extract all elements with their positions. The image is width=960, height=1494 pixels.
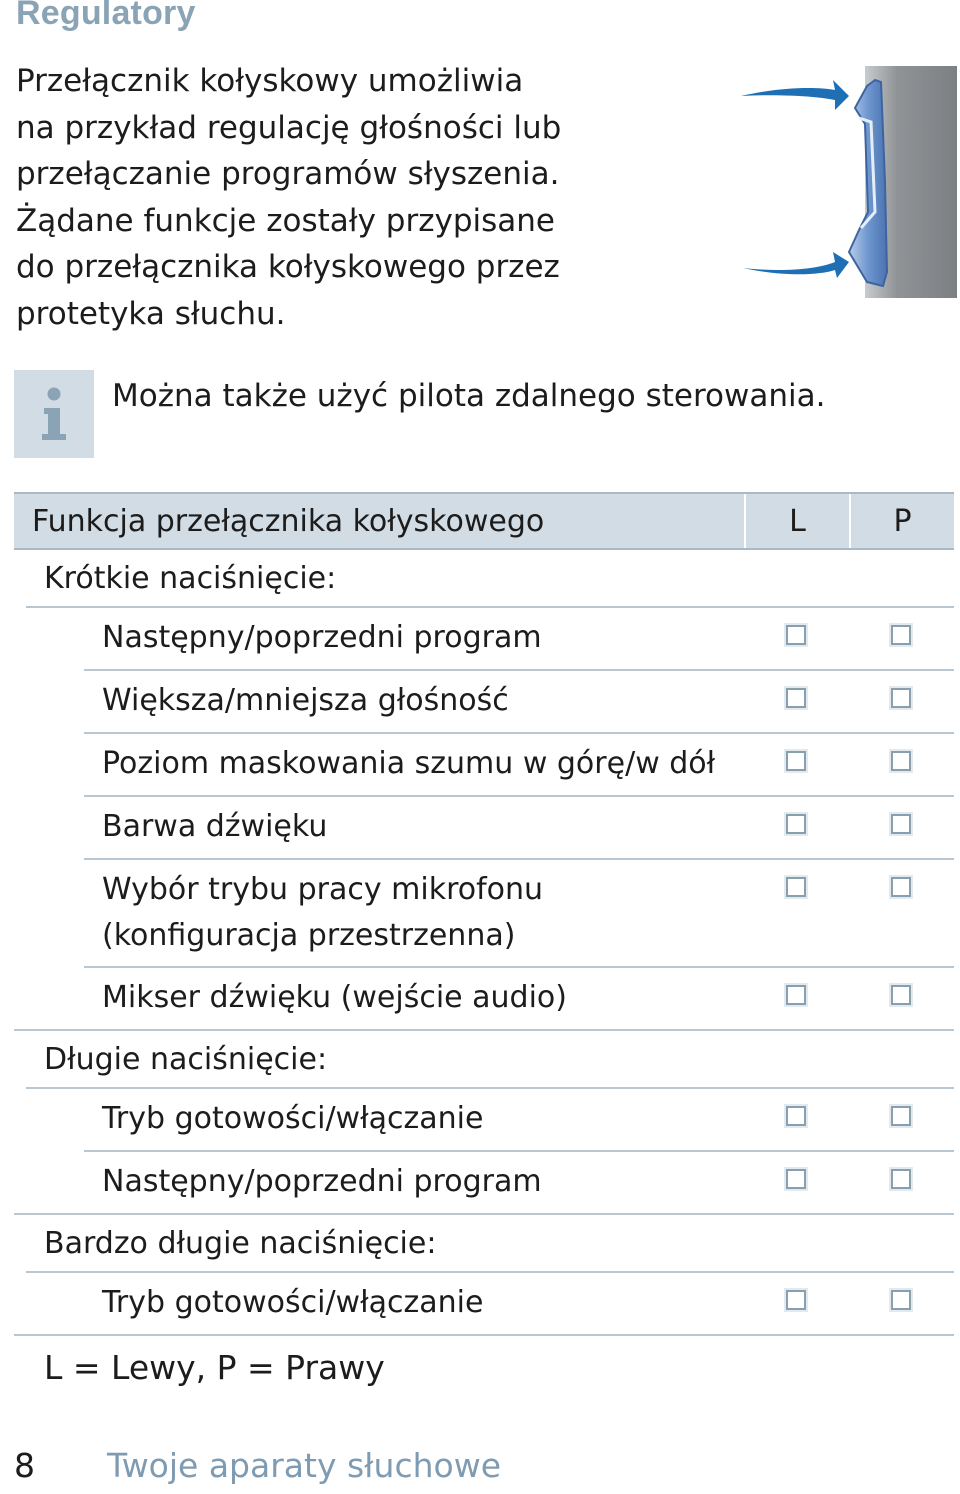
footer-title: Twoje aparaty słuchowe <box>107 1446 502 1485</box>
checkbox-left[interactable] <box>786 985 806 1005</box>
legend: L = Lewy, P = Prawy <box>44 1348 385 1387</box>
page-number: 8 <box>14 1446 35 1485</box>
table-row <box>14 734 954 797</box>
row-label: Większa/mniejsza głośność <box>102 683 509 718</box>
function-table <box>14 492 954 1336</box>
header-right: P <box>849 494 954 548</box>
row-label: Następny/poprzedni program <box>102 620 542 655</box>
table-row <box>14 797 954 860</box>
checkbox-left[interactable] <box>786 814 806 834</box>
checkbox-right[interactable] <box>891 985 911 1005</box>
intro-line: Przełącznik kołyskowy umożliwia <box>16 63 524 99</box>
row-label-line: (konfiguracja przestrzenna) <box>102 918 516 953</box>
info-note: Można także użyć pilota zdalnego sterowania. <box>112 378 826 414</box>
row-label: Następny/poprzedni program <box>102 1164 542 1199</box>
rocker-button <box>849 80 887 286</box>
table-header <box>14 492 954 550</box>
group-row-short-press <box>14 550 954 608</box>
header-function: Funkcja przełącznika kołyskowego <box>32 504 545 539</box>
header-left: L <box>744 494 849 548</box>
checkbox-left[interactable] <box>786 1169 806 1189</box>
group-label: Krótkie naciśnięcie: <box>44 561 337 596</box>
row-label: Poziom maskowania szumu w górę/w dół <box>102 746 716 781</box>
checkbox-right[interactable] <box>891 814 911 834</box>
intro-line: Żądane funkcje zostały przypisane <box>16 202 555 239</box>
arrow-up-icon <box>741 80 849 110</box>
table-row <box>14 1273 954 1336</box>
intro-line: na przykład regulację głośności lub <box>16 109 562 146</box>
checkbox-right[interactable] <box>891 625 911 645</box>
row-label <box>14 860 744 968</box>
table-row <box>14 968 954 1031</box>
row-label: Tryb gotowości/włączanie <box>102 1101 484 1136</box>
checkbox-left[interactable] <box>786 1106 806 1126</box>
group-row-long-press <box>14 1031 954 1089</box>
info-glyph <box>14 370 94 458</box>
checkbox-left[interactable] <box>786 688 806 708</box>
checkbox-right[interactable] <box>891 1169 911 1189</box>
group-label: Długie naciśnięcie: <box>44 1042 328 1077</box>
table-row <box>14 860 954 968</box>
info-icon <box>14 370 94 458</box>
intro-line: do przełącznika kołyskowego przez <box>16 249 560 285</box>
row-label: Tryb gotowości/włączanie <box>102 1285 484 1320</box>
group-row-very-long-press <box>14 1215 954 1273</box>
row-label-line: Wybór trybu pracy mikrofonu <box>102 872 544 907</box>
rocker-switch-illustration <box>735 62 957 302</box>
group-label: Bardzo długie naciśnięcie: <box>44 1226 437 1261</box>
table-row <box>14 608 954 671</box>
table-row <box>14 671 954 734</box>
checkbox-right[interactable] <box>891 1290 911 1310</box>
table-row <box>14 1089 954 1152</box>
checkbox-left[interactable] <box>786 877 806 897</box>
checkbox-left[interactable] <box>786 751 806 771</box>
checkbox-right[interactable] <box>891 877 911 897</box>
checkbox-right[interactable] <box>891 751 911 771</box>
intro-paragraph <box>16 58 716 337</box>
section-title: Regulatory <box>16 0 196 32</box>
row-label: Mikser dźwięku (wejście audio) <box>102 980 567 1015</box>
checkbox-left[interactable] <box>786 1290 806 1310</box>
row-label: Barwa dźwięku <box>102 809 328 844</box>
intro-line: protetyka słuchu. <box>16 295 286 332</box>
checkbox-right[interactable] <box>891 688 911 708</box>
arrow-down-icon <box>743 252 849 278</box>
checkbox-right[interactable] <box>891 1106 911 1126</box>
table-row <box>14 1152 954 1215</box>
intro-line: przełączanie programów słyszenia. <box>16 156 560 192</box>
checkbox-left[interactable] <box>786 625 806 645</box>
